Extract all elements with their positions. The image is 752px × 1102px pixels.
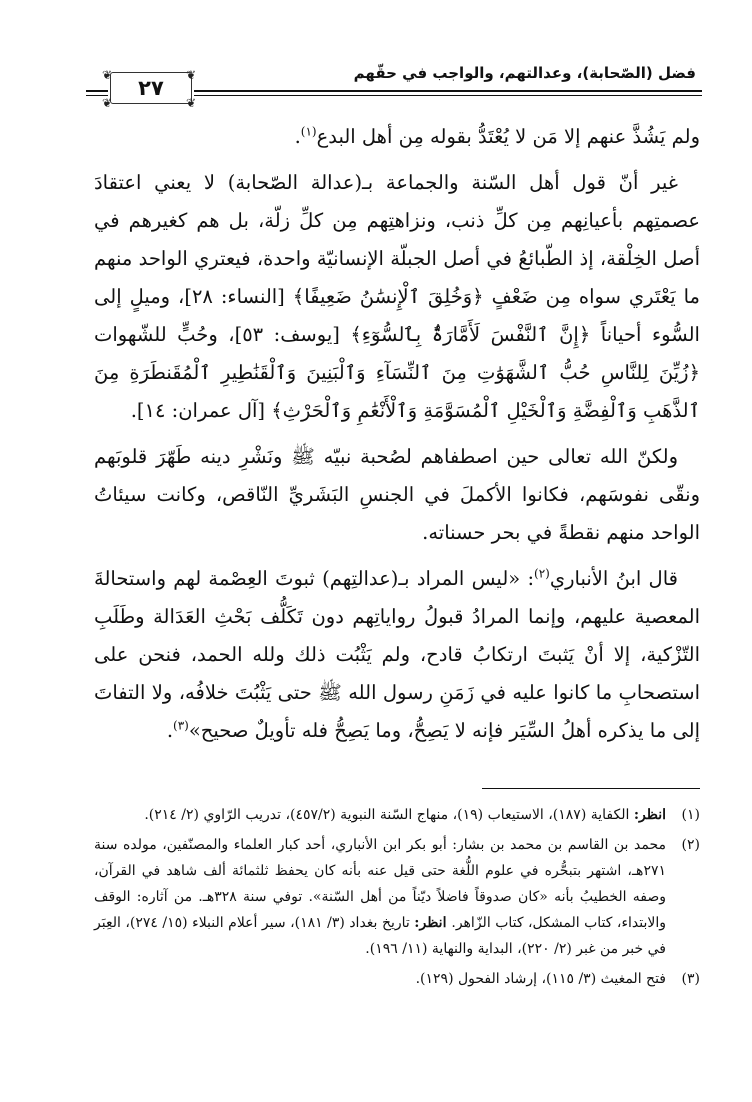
- footnote-ref[interactable]: (٣): [173, 718, 189, 733]
- main-text: [94, 118, 700, 750]
- verse-source: [النساء: ٢٨]: [184, 285, 285, 308]
- header-rule-thick: [194, 90, 702, 92]
- footnote-ref[interactable]: (١): [300, 124, 317, 139]
- footnote-separator: [482, 788, 700, 789]
- footnote: (١) انظر: الكفاية (١٨٧)، الاستيعاب (١٩)، منهاج السّنة النبوية (٤٥٧/٢)، تدريب الرّاوي (٢/ ٢١٤).: [94, 802, 700, 828]
- paragraph: غير أنّ قول أهل السّنة والجماعة بـ(عدالة الصّحابة) لا يعني اعتقادَ عصمتِهم بأعيانِهم مِن كلِّ ذنب، ونزاهتِهم مِن كلِّ زلّة، بل هم كغيرهم في أصل الخِلْقة، إذ الطّبائعُ في أصل الجبلّة الإنسانيّة واحدة، فيعتري الواحد منهم ما يَعْتَري سواه مِن ضَعْفٍ ﴿وَخُلِقَ ٱلْإِنسَٰنُ ضَعِيفًا﴾ [النساء: ٢٨]، وميلٍ إلى السُّوء أحياناً ﴿إِنَّ ٱلنَّفْسَ لَأَمَّارَةٌۢ بِٱلسُّوٓءِ﴾ [يوسف: ٥٣]، وحُبٍّ للشّهوات ﴿زُيِّنَ لِلنَّاسِ حُبُّ ٱلشَّهَوَٰتِ مِنَ ٱلنِّسَآءِ وَٱلْبَنِينَ وَٱلْقَنَٰطِيرِ ٱلْمُقَنطَرَةِ مِنَ ٱلذَّهَبِ وَٱلْفِضَّةِ وَٱلْخَيْلِ ٱلْمُسَوَّمَةِ وَٱلْأَنْعَٰمِ وَٱلْحَرْثِ﴾ [آل عمران: ١٤].: [94, 171, 700, 422]
- ornament-icon: ❦: [186, 96, 197, 110]
- page-header: [86, 54, 702, 110]
- ornament-icon: ❦: [102, 96, 113, 110]
- header-rule-thin: [194, 95, 702, 96]
- paragraph: قال ابنُ الأنباري$^{(٢)}$: «ليس المراد بـ(عدالتِهم) ثبوتَ العِصْمة لهم واستحالةَ المعصية عليهم، وإنما المرادُ قبولُ رواياتِهم دون تَكَلُّف بَحْثِ العَدَالة وطَلَبِ التّزْكية، إلا أنْ يَثبتَ ارتكابُ قادح، ولم يَثْبُت ذلك ولله الحمد، فنحن على استصحابِ ما كانوا عليه في زَمَنِ رسول الله ﷺ حتى يَثْبُتَ خلافُه، ولا التفاتَ إلى ما يذكره أهلُ السِّيَر فإنه لا يَصِحُّ، وما يَصِحُّ فله تأويلٌ صحيح»$^{(٣)}$.: [94, 566, 700, 742]
- paragraph: ولم يَشُذَّ عنهم إلا مَن لا يُعْتَدُّ بقوله مِن أهل البدع$^{(١)}$.: [294, 124, 700, 148]
- running-title: فضل (الصّحابة)، وعدالتهم، والواجب في حقّهم: [353, 64, 696, 82]
- footnotes: [94, 802, 700, 996]
- ornament-icon: ❦: [102, 68, 113, 82]
- footnote: (٢) محمد بن القاسم بن محمد بن بشار: أبو بكر ابن الأنباري، أحد كبار العلماء والمصنّفين، مولده سنة ٢٧١هـ، اشتهر بتبحُّره في علوم اللُّغة حتى قيل عنه بأنه كان يحفظ ثلثمائة ألف شاهد في القرآن، وصفه الخطيبُ بأنه «كان صدوقاً فاضلاً ديّناً من أهل السّنة». توفي سنة ٣٢٨هـ. من آثاره: الوقف والابتداء، كتاب المشكل، كتاب الزّاهر. انظر: تاريخ بغداد (٣/ ١٨١)، سير أعلام النبلاء (١٥/ ٢٧٤)، العِبَر في خبر من غبر (٢/ ٢٢٠)، البداية والنهاية (١١/ ١٩٦).: [94, 832, 700, 962]
- quran-verse: ﴿وَخُلِقَ ٱلْإِنسَٰنُ ضَعِيفًا﴾: [292, 285, 484, 308]
- page-number: ٢٧: [138, 76, 164, 100]
- footnote-number: (٢): [681, 837, 700, 853]
- footnote: (٣) فتح المغيث (٣/ ١١٥)، إرشاد الفحول (١٢٩).: [94, 966, 700, 992]
- page-number-box: [110, 72, 192, 104]
- verse-source: [آل عمران: ١٤]: [136, 399, 266, 422]
- verse-source: [يوسف: ٥٣]: [234, 323, 340, 346]
- footnote-number: (٣): [681, 971, 700, 987]
- quran-verse: ﴿إِنَّ ٱلنَّفْسَ لَأَمَّارَةٌۢ بِٱلسُّوٓءِ﴾: [350, 323, 591, 346]
- footnote-number: (١): [681, 807, 700, 823]
- quran-verse: ﴿زُيِّنَ لِلنَّاسِ حُبُّ ٱلشَّهَوَٰتِ مِنَ ٱلنِّسَآءِ وَٱلْبَنِينَ وَٱلْقَنَٰطِيرِ ٱلْمُقَنطَرَةِ مِنَ ٱلذَّهَبِ وَٱلْفِضَّةِ وَٱلْخَيْلِ ٱلْمُسَوَّمَةِ وَٱلْأَنْعَٰمِ وَٱلْحَرْثِ﴾: [94, 361, 700, 422]
- footnote-ref[interactable]: (٢): [534, 566, 550, 581]
- header-rule-left-thick: [86, 90, 108, 92]
- paragraph: ولكنّ الله تعالى حين اصطفاهم لصُحبة نبيّه ﷺ ونَشْرِ دينه طَهّرَ قلوبَهم ونقّى نفوسَهم، فكانوا الأكملَ في الجنسِ البَشَريِّ النّاقص، وكانت سيئاتُ الواحد منهم نقطةً في بحر حسناته.: [94, 445, 700, 544]
- ornament-icon: ❦: [186, 68, 197, 82]
